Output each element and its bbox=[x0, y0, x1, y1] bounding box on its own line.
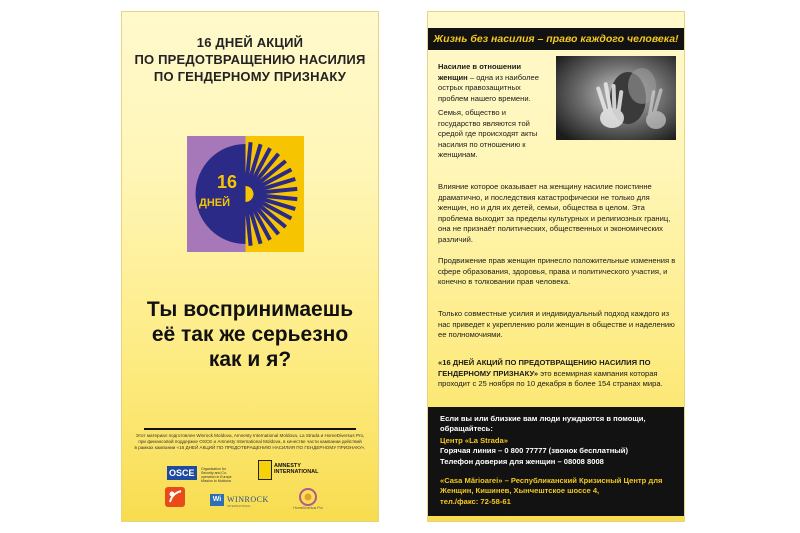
headline-line-1: Ты воспринимаешь bbox=[146, 298, 354, 321]
credit-text bbox=[134, 433, 366, 451]
headline-line-3: как и я? bbox=[208, 348, 292, 371]
headline-line-2: её так же серьезно bbox=[151, 323, 349, 346]
osce-subtitle: Organization for Security and Co-operation in Europe Mission to Moldova bbox=[201, 467, 232, 483]
headline bbox=[122, 297, 378, 372]
contact-trust-phone: Телефон доверия для женщин – 08008 8008 bbox=[440, 457, 604, 466]
campaign-title bbox=[122, 34, 378, 85]
contact-box bbox=[428, 407, 684, 516]
logo-number: 16 bbox=[217, 172, 238, 192]
homediversus-emblem-icon bbox=[290, 488, 326, 506]
osce-logo bbox=[167, 466, 237, 483]
winrock-wordmark: WINROCK bbox=[227, 495, 269, 504]
contact-crisis-center: «Casa Mărioarei» – Республиканский Кризисный Центр для Женщин, Кишинев, Хынчештское шоссе 4, bbox=[440, 476, 663, 496]
paragraph-violence-bold: Насилие в отношении женщин bbox=[438, 62, 522, 82]
credit-line-1: Этот материал подготовлен Winrock Moldova, Amnesty International Moldova, La Strada и HomeDiversus Pro, bbox=[135, 433, 365, 438]
contact-center: Центр «La Strada» bbox=[440, 436, 508, 445]
16-days-logo bbox=[187, 136, 304, 252]
paragraph-family: Семья, общество и государство являются той средой где происходят акты насилия по отношению к женщинам. bbox=[438, 108, 538, 160]
amnesty-line-1: AMNESTY bbox=[274, 463, 301, 469]
winrock-mark: Wi bbox=[210, 494, 224, 506]
homediversus-logo bbox=[290, 488, 326, 514]
credit-line-2: при финансовой поддержке OSCE и Amnesty International Moldova, в качестве части кампании действий bbox=[138, 439, 362, 444]
osce-wordmark: OSCE bbox=[169, 468, 195, 478]
paragraph-impact: Влияние которое оказывает на женщину насилие поистинне драматично, и последствия катастрофически не только для женщин, но и для их детей, семьи, общества в целом. Эта проблема выходит за пределы культурных и религиозных границ, она не признаёт политических, общественных и экономических различий. bbox=[438, 182, 671, 244]
brochure-front-panel bbox=[122, 12, 378, 521]
woman-hands-photo bbox=[556, 56, 676, 140]
credit-line-3: в рамках кампании «16 ДНЕЙ АКЦИЙ ПО ПРЕДОТВРАЩЕНИЮ НАСИЛИЯ ПО ГЕНДЕРНОМУ ПРИЗНАКУ». bbox=[134, 445, 366, 450]
winrock-logo bbox=[210, 494, 280, 510]
title-line-3: ПО ГЕНДЕРНОМУ ПРИЗНАКУ bbox=[153, 69, 347, 84]
amnesty-logo bbox=[258, 460, 319, 480]
paragraph-progress: Продвижение прав женщин принесло положительные изменения в сфере образования, здоровья, права и политического участия, и конечно в толковании прав человека. bbox=[438, 256, 676, 287]
contact-hotline: Горячая линия – 0 800 77777 (звонок бесплатный) bbox=[440, 446, 628, 455]
paragraph-campaign-bold: «16 ДНЕЙ АКЦИЙ ПО ПРЕДОТВРАЩЕНИЮ НАСИЛИЯ ПО ГЕНДЕРНОМУ ПРИЗНАКУ» bbox=[438, 358, 651, 378]
homediversus-label: HomeDiversus Pro bbox=[293, 506, 323, 510]
la-strada-logo bbox=[164, 486, 186, 508]
divider bbox=[144, 428, 356, 430]
paragraph-violence-rest: – одна из наиболее острых правозащитных проблем нашего времени. bbox=[438, 72, 539, 103]
contact-intro: Если вы или близкие вам люди нуждаются в помощи, обращайтесь: bbox=[440, 414, 646, 434]
amnesty-line-2: INTERNATIONAL bbox=[274, 469, 319, 475]
slogan-bar bbox=[428, 28, 684, 50]
contact-phone: тел./факс: 72-58-61 bbox=[440, 497, 511, 506]
paragraph-violence bbox=[438, 62, 550, 104]
title-line-1: 16 ДНЕЙ АКЦИЙ bbox=[196, 35, 304, 50]
paragraph-joint-efforts: Только совместные усилия и индивидуальный подход каждого из нас приведет к укреплению роли женщин в обществе и наделению ее полномочиями. bbox=[438, 309, 675, 340]
title-line-2: ПО ПРЕДОТВРАЩЕНИЮ НАСИЛИЯ bbox=[134, 52, 366, 67]
candle-icon bbox=[258, 460, 272, 480]
slogan: Жизнь без насилия – право каждого человека! bbox=[433, 33, 679, 45]
paragraph-campaign bbox=[438, 358, 676, 390]
winrock-subtitle: INTERNATIONAL bbox=[227, 504, 251, 508]
logo-word: ДНЕЙ bbox=[199, 197, 231, 209]
sponsor-logos bbox=[122, 458, 378, 518]
paragraph-campaign-rest: это всемирная кампания которая проходит с 25 ноября по 10 декабря в более 154 странах мира. bbox=[438, 368, 663, 389]
brochure-back-panel bbox=[428, 12, 684, 521]
